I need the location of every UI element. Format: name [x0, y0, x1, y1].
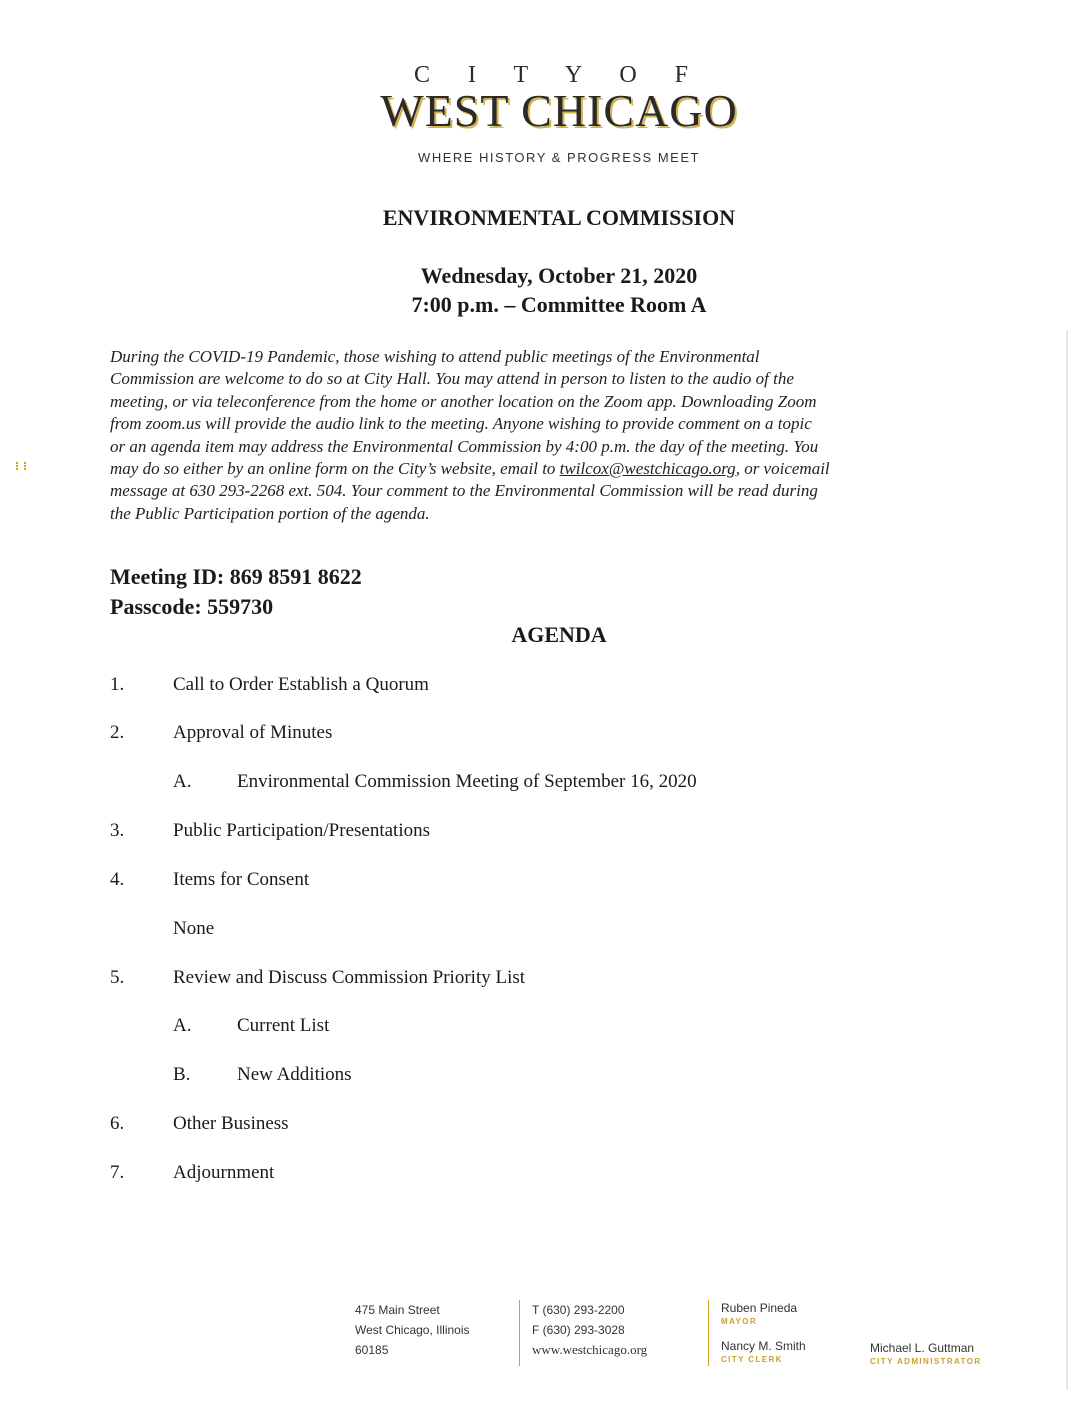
footer-phone: T (630) 293-2200: [532, 1303, 625, 1317]
agenda-item-number: 4.: [110, 869, 125, 890]
agenda-subitem-letter: A.: [173, 771, 192, 792]
agenda-subitem-text: Current List: [237, 1015, 330, 1036]
meeting-id: Meeting ID: 869 8591 8622: [110, 564, 362, 589]
agenda-item-text: Public Participation/Presentations: [173, 820, 430, 841]
official-title: CITY CLERK: [721, 1355, 783, 1364]
agenda-subitem-letter: B.: [173, 1064, 191, 1085]
notice-line: the Public Participation portion of the agenda.: [110, 503, 430, 523]
notice-line: Commission are welcome to do so at City Hall. You may attend in person to listen to the audio of the: [110, 369, 794, 389]
official-mayor: [721, 1302, 797, 1328]
meeting-time-location: 7:00 p.m. – Committee Room A: [411, 292, 707, 317]
meeting-passcode: Passcode: 559730: [110, 594, 274, 619]
agenda-item-number: 7.: [110, 1162, 125, 1183]
official-name: Michael L. Guttman: [870, 1341, 975, 1355]
agenda-item-text: Items for Consent: [173, 869, 310, 890]
agenda-title: AGENDA: [511, 622, 607, 647]
address-street: 475 Main Street: [355, 1303, 440, 1317]
official-name: Nancy M. Smith: [721, 1339, 806, 1353]
email-link[interactable]: twilcox@westchicago.org: [559, 459, 736, 479]
footer-divider: [708, 1300, 709, 1366]
agenda-item-number: 1.: [110, 674, 125, 695]
notice-line: message at 630 293-2268 ext. 504. Your comment to the Environmental Commission will be read during: [110, 481, 818, 501]
scan-mark: [16, 462, 26, 470]
footer-divider: [519, 1300, 520, 1366]
notice-line: or an agenda item may address the Environmental Commission by 4:00 p.m. the day of the meeting. You: [110, 436, 819, 456]
agenda-subitem-text: Environmental Commission Meeting of September 16, 2020: [237, 771, 697, 792]
logo-west-chicago: WEST CHICAGO: [380, 85, 738, 136]
notice-line: meeting, or via teleconference from the home or another location on the Zoom app. Downloading Zoom: [110, 391, 817, 411]
official-title: MAYOR: [721, 1317, 758, 1326]
notice-text: , or voicemail: [735, 459, 830, 479]
notice-line: [110, 458, 950, 480]
agenda-item-text: Call to Order Establish a Quorum: [173, 674, 429, 695]
logo-city-of: C I T Y O F: [413, 62, 705, 88]
footer-website[interactable]: www.westchicago.org: [532, 1342, 648, 1357]
official-title: CITY ADMINISTRATOR: [870, 1357, 982, 1366]
notice-line: from zoom.us will provide the audio link to the meeting. Anyone wishing to provide comment on a topic: [110, 414, 812, 434]
logo-tagline: WHERE HISTORY & PROGRESS MEET: [418, 150, 700, 165]
notice-text: may do so either by an online form on the City’s website, email to: [110, 459, 560, 479]
agenda-item-note: None: [173, 918, 215, 939]
official-city-clerk: [721, 1340, 806, 1366]
address-zip: 60185: [355, 1343, 389, 1357]
agenda-item-text: Adjournment: [173, 1162, 275, 1183]
address-city: West Chicago, Illinois: [355, 1323, 470, 1337]
agenda-item-number: 2.: [110, 722, 125, 743]
agenda-item-text: Approval of Minutes: [173, 722, 333, 743]
footer-address: [355, 1300, 470, 1360]
page-edge-line: [1066, 330, 1068, 1390]
meeting-date: Wednesday, October 21, 2020: [420, 263, 698, 288]
footer-contact: [532, 1300, 647, 1360]
agenda-item-number: 3.: [110, 820, 125, 841]
official-city-administrator: [870, 1342, 982, 1368]
agenda-subitem-text: New Additions: [237, 1064, 352, 1085]
agenda-subitem-letter: A.: [173, 1015, 192, 1036]
footer-fax: F (630) 293-3028: [532, 1323, 625, 1337]
covid-notice: [110, 346, 950, 525]
notice-line: During the COVID-19 Pandemic, those wishing to attend public meetings of the Environmental: [110, 347, 760, 366]
agenda-item-text: Other Business: [173, 1113, 289, 1134]
commission-title: ENVIRONMENTAL COMMISSION: [382, 205, 736, 230]
agenda-item-text: Review and Discuss Commission Priority List: [173, 967, 526, 988]
official-name: Ruben Pineda: [721, 1301, 798, 1315]
agenda-item-number: 6.: [110, 1113, 125, 1134]
agenda-item-number: 5.: [110, 967, 125, 988]
